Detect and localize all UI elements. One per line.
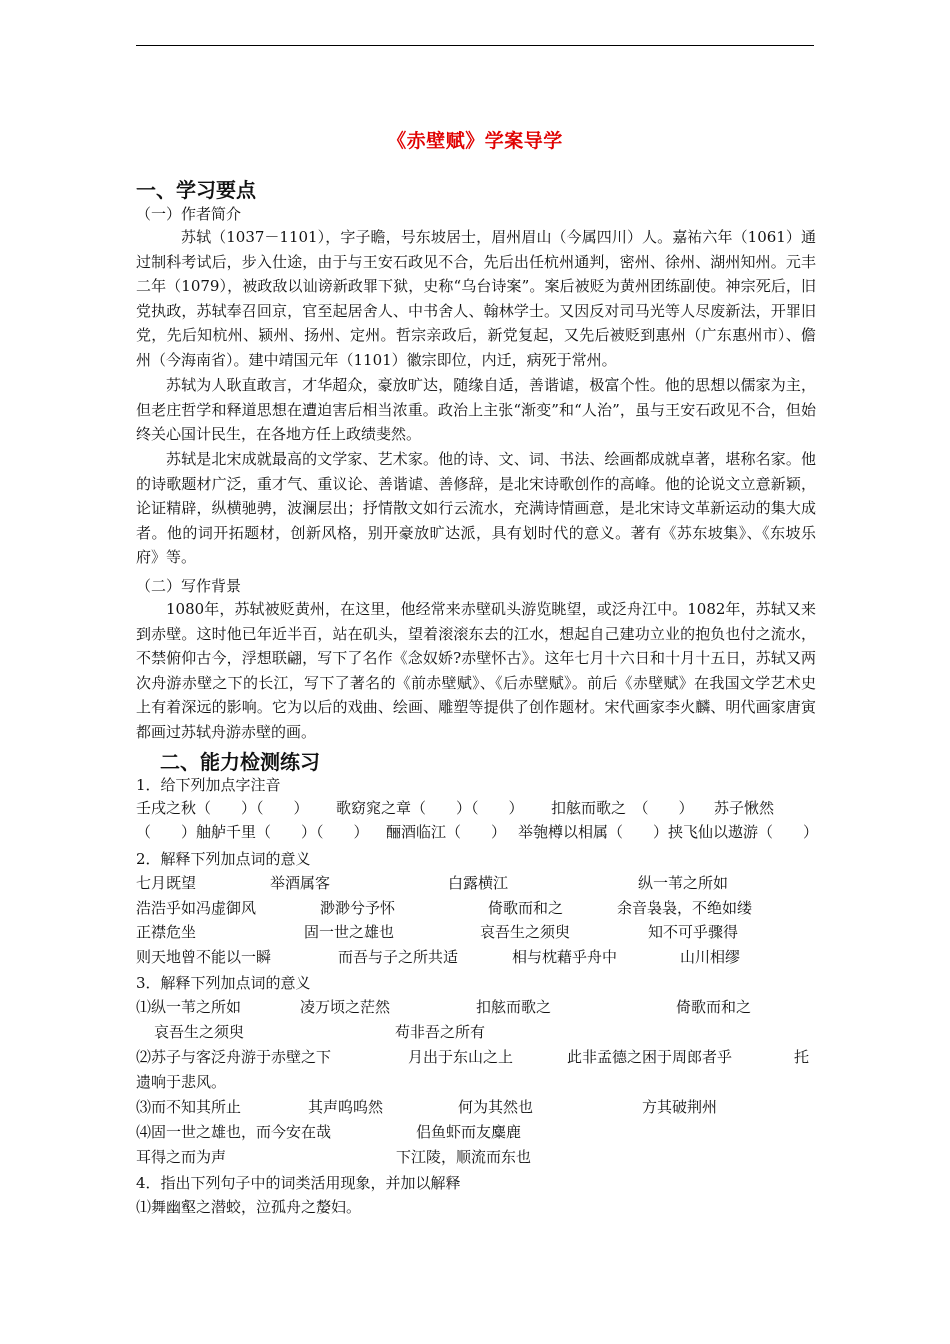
q3-item: 扣舷而歌之 bbox=[476, 998, 552, 1016]
page-title: 《赤壁赋》学案导学 bbox=[387, 130, 563, 152]
q2-item: 相与枕藉乎舟中 bbox=[512, 948, 618, 966]
q2-item: 余音袅袅，不绝如缕 bbox=[617, 899, 753, 917]
q3-item: 何为其然也 bbox=[458, 1098, 534, 1116]
q2-item: 哀吾生之须臾 bbox=[480, 923, 571, 941]
paragraph-author-bio: 苏轼（1037－1101），字子瞻，号东坡居士，眉州眉山（今属四川）人。嘉祐六年（1061）通过制科考试后，步入仕途，由于与王安石政见不合，先后出任杭州通判，密州、徐州、湖州知州。元丰二年（1079），被政敌以讪谤新政罪下狱，史称“乌台诗案”。案后被贬为黄州团练副使。神宗死后，旧党执政，苏轼奉召回京，官至起居舍人、中书舍人、翰林学士。又因反对司马光等人尽废新法，开罪旧党，先后知杭州、颍州、扬州、定州。哲宗亲政后，新党复起，又先后被贬到惠州（广东惠州市）、儋州（今海南省）。建中靖国元年（1101）徽宗即位，内迁，病死于常州。 bbox=[136, 228, 816, 369]
q3-item: 哀吾生之须臾 bbox=[154, 1023, 245, 1041]
paragraph-author-character: 苏轼为人耿直敢言，才华超众，豪放旷达，随缘自适，善谐谑，极富个性。他的思想以儒家为主，但老庄哲学和释道思想在遭迫害后相当浓重。政治上主张“渐变”和“人治”，虽与王安石政见不合，但始终关心国计民生，在各地方任上政绩斐然。 bbox=[136, 376, 816, 444]
q3-item: 耳得之而为声 bbox=[136, 1148, 227, 1166]
q3-item: 月出于东山之上 bbox=[408, 1048, 514, 1066]
q2-item: 浩浩乎如冯虚御风 bbox=[136, 899, 257, 917]
header-rule bbox=[136, 45, 814, 46]
question-4-label: 4．指出下列句子中的词类活用现象，并加以解释 bbox=[136, 1174, 461, 1192]
question-2-label: 2．解释下列加点词的意义 bbox=[136, 850, 311, 868]
question-1-row-2 bbox=[136, 821, 819, 843]
q2-item: 纵一苇之所如 bbox=[638, 874, 729, 892]
q2-item: 则天地曾不能以一瞬 bbox=[136, 948, 272, 966]
question-3-row-5 bbox=[136, 1121, 816, 1143]
section-heading-study-points: 一、学习要点 bbox=[136, 178, 256, 202]
q3-item: 倚歌而和之 bbox=[676, 998, 752, 1016]
q3-item: ⑴纵一苇之所如 bbox=[136, 998, 242, 1016]
q2-item: 知不可乎骤得 bbox=[648, 923, 739, 941]
q2-item: 倚歌而和之 bbox=[488, 899, 564, 917]
q3-item: ⑵苏子与客泛舟游于赤壁之下 bbox=[136, 1048, 332, 1066]
question-2-row-2 bbox=[136, 897, 816, 919]
q3-item: ⑷固一世之雄也，而今安在哉 bbox=[136, 1123, 332, 1141]
paragraph-writing-background: 1080年，苏轼被贬黄州，在这里，他经常来赤壁矶头游览眺望，或泛舟江中。1082年，苏轼又来到赤壁。这时他已年近半百，站在矶头，望着滚滚东去的江水，想起自己建功立业的抱负也付之流水，不禁俯仰古今，浮想联翩，写下了名作《念奴娇?赤壁怀古》。这年七月十六日和十月十五日，苏轼又两次舟游赤壁之下的长江，写下了著名的《前赤壁赋》、《后赤壁赋》。前后《赤壁赋》在我国文学艺术史上有着深远的影响。它为以后的戏曲、绘画、雕塑等提供了创作题材。宋代画家李火麟、明代画家唐寅都画过苏轼舟游赤壁的画。 bbox=[136, 600, 816, 741]
q1-item: 壬戌之秋（ ）（ ） bbox=[136, 799, 309, 817]
q3-item: ⑶而不知其所止 bbox=[136, 1098, 242, 1116]
q3-item: 此非孟德之困于周郎者乎 bbox=[567, 1048, 733, 1066]
q2-item: 固一世之雄也 bbox=[304, 923, 395, 941]
question-3-row-1 bbox=[136, 996, 816, 1018]
q1-item: 歌窈窕之章（ ）（ ） bbox=[336, 799, 524, 817]
question-1-label: 1．给下列加点字注音 bbox=[136, 776, 281, 794]
q2-item: 举酒属客 bbox=[270, 874, 331, 892]
subheading-author-intro: （一）作者简介 bbox=[136, 205, 242, 223]
question-3-row-6 bbox=[136, 1146, 816, 1168]
question-2-row-3 bbox=[136, 921, 816, 943]
q3-item: 下江陵，顺流而东也 bbox=[396, 1148, 532, 1166]
q1-item: 苏子愀然 bbox=[714, 799, 775, 817]
q1-item: 举匏樽以相属（ ）挟飞仙以遨游（ ） bbox=[518, 823, 819, 841]
q2-item: 而吾与子之所共适 bbox=[338, 948, 459, 966]
q2-item: 山川相缪 bbox=[680, 948, 741, 966]
q2-item: 正襟危坐 bbox=[136, 923, 197, 941]
question-2-row-4 bbox=[136, 946, 816, 968]
question-1-row-1 bbox=[136, 797, 816, 819]
q3-item: 其声呜呜然 bbox=[308, 1098, 384, 1116]
q2-item: 白露横江 bbox=[448, 874, 509, 892]
q2-item: 七月既望 bbox=[136, 874, 197, 892]
q3-item: 侣鱼虾而友麋鹿 bbox=[416, 1123, 522, 1141]
q3-item: 凌万顷之茫然 bbox=[300, 998, 391, 1016]
q1-item: （ ）舳舻千里（ ）（ ） bbox=[136, 823, 369, 841]
section-heading-exercises: 二、能力检测练习 bbox=[160, 750, 320, 774]
q3-item: 方其破荆州 bbox=[642, 1098, 718, 1116]
q1-item: 酾酒临江（ ） bbox=[386, 823, 507, 841]
question-2-row-1 bbox=[136, 872, 816, 894]
subheading-writing-background: （二）写作背景 bbox=[136, 577, 242, 595]
paragraph-author-achievement: 苏轼是北宋成就最高的文学家、艺术家。他的诗、文、词、书法、绘画都成就卓著，堪称名家。他的诗歌题材广泛，重才气、重议论、善谐谑、善修辞，是北宋诗歌创作的高峰。他的论说文立意新颖，论证精辟，纵横驰骋，波澜层出；抒情散文如行云流水，充满诗情画意，是北宋诗文革新运动的集大成者。他的词开拓题材，创新风格，别开豪放旷达派，具有划时代的意义。著有《苏东坡集》、《东坡乐府》等。 bbox=[136, 450, 816, 567]
q1-item: 扣舷而歌之 （ ） bbox=[551, 799, 694, 817]
question-4-item-1: ⑴舞幽壑之潜蛟，泣孤舟之嫠妇。 bbox=[136, 1198, 362, 1216]
q3-item: 苟非吾之所有 bbox=[395, 1023, 486, 1041]
question-3-row-2 bbox=[136, 1021, 816, 1043]
question-3-row-3 bbox=[136, 1046, 816, 1068]
question-3-label: 3．解释下列加点词的意义 bbox=[136, 974, 311, 992]
question-3-row-4 bbox=[136, 1096, 816, 1118]
q2-item: 渺渺兮予怀 bbox=[320, 899, 396, 917]
q3-item: 托 bbox=[794, 1048, 810, 1066]
question-3-row-3-continued: 遗响于悲风。 bbox=[136, 1073, 227, 1091]
